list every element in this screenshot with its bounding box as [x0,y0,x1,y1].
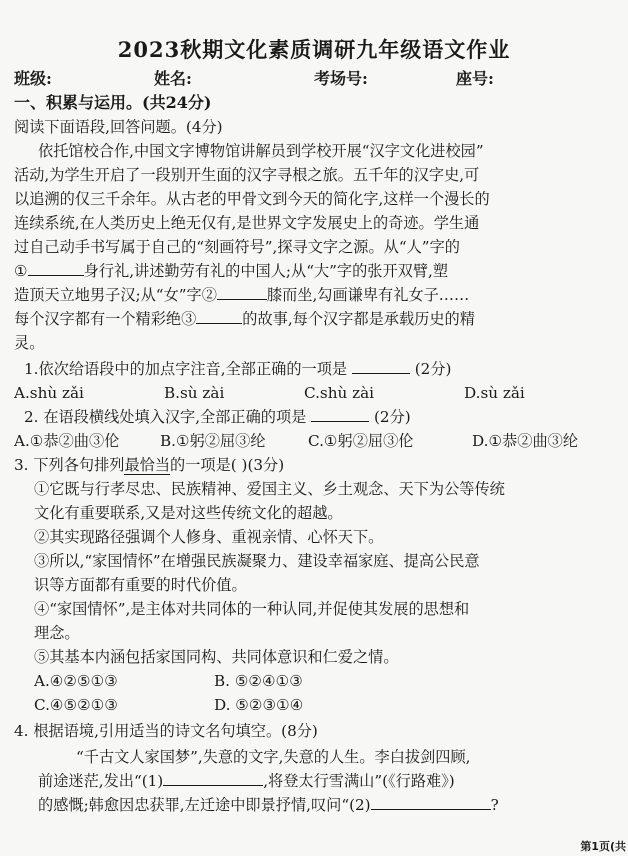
option-a[interactable]: A.shù zǎi [14,384,84,402]
passage-text: 的故事,每个汉字都是承载历史的精 [242,310,475,328]
option-b[interactable]: B. ⑤②④①③ [214,672,303,690]
option-d[interactable]: D.sù zǎi [464,384,525,402]
question-text: 1.依次给语段中的加点字注音,全部正确的一项是 [24,360,348,378]
sentence-4: ④“家国情怀”,是主体对共同体的一种认同,并促使其发展的思想和 [34,600,470,618]
question-4-text [38,770,620,792]
question-text: ? [490,796,499,814]
question-text: ,将登太行雪满山”(《行路难》) [263,772,455,790]
option-d[interactable]: D.①恭②曲③纶 [472,432,579,450]
option-a[interactable]: A.④②⑤①③ [34,672,118,690]
option-c[interactable]: C.①躬②屈③伦 [308,432,414,450]
passage-line: 以追溯的仅三千余年。从古老的甲骨文到今天的简化字,这样一个漫长的 [14,190,490,208]
question-1-options [14,382,620,404]
passage-text: 造顶天立地男子汉;从“女”字② [14,286,217,304]
passage-line: 连续系统,在人类历史上绝无仅有,是世界文字发展史上的奇迹。学生通 [14,214,480,232]
sentence-1-cont: 文化有重要联系,又是对这些传统文化的超越。 [34,504,343,522]
exam-room-label: 考场号: [314,69,368,88]
question-4-text: “千古文人家国梦”,失意的文字,失意的人生。李白拔剑四顾, [76,748,471,766]
fill-blank-1[interactable] [28,261,84,276]
question-text: 的一项是( )(3分) [170,456,285,474]
passage-text: 膝而坐,勾画谦卑有礼女子…… [266,286,470,304]
passage-line: 灵。 [14,334,45,352]
passage-line [14,260,620,282]
poem-blank-2[interactable] [371,795,491,810]
question-4-stem: 4. 根据语境,引用适当的诗文名句填空。(8分) [14,722,318,740]
question-2-options [14,430,620,452]
page-number: 第1页(共 [580,840,626,853]
sentence-3-cont: 识等方面都有重要的时代价值。 [34,576,247,594]
section-heading: 一、积累与运用。(共24分) [14,93,212,112]
passage-line: 过自己动手书写属于自己的“刻画符号”,探寻文字之源。从“人”字的 [14,238,460,256]
sentence-4-cont: 理念。 [34,624,80,642]
option-b[interactable]: B.①躬②屈③纶 [160,432,266,450]
option-c[interactable]: C.④⑤②①③ [34,696,118,714]
sentence-1: ①它既与行孝尽忠、民族精神、爱国主义、乡土观念、天下为公等传统 [34,480,505,498]
question-text: 3. 下列各句排列 [14,456,125,474]
question-3-options-row1 [34,670,620,692]
question-text: 的感慨;韩愈因忠获罪,左迁途中即景抒情,叹问“(2) [38,796,371,814]
passage-text: 每个汉字都有一个精彩绝③ [14,310,197,328]
name-label: 姓名: [154,69,192,88]
underlined-keyword: 最恰当 [124,456,171,474]
question-1-stem [24,358,620,380]
passage-text: 身行礼,讲述勤劳有礼的中国人;从“大”字的张开双臂,塑 [83,262,449,280]
points-label: (2分) [374,408,411,426]
student-info-row [14,66,618,90]
sentence-3: ③所以,“家国情怀”在增强民族凝聚力、建设幸福家庭、提高公民意 [34,552,480,570]
answer-blank-q2[interactable] [311,407,369,422]
blank-marker: ① [14,262,28,280]
sentence-5: ⑤其基本内涵包括家国同构、共同体意识和仁爱之情。 [34,648,399,666]
sentence-2: ②其实现路径强调个人修身、重视亲情、心怀天下。 [34,528,384,546]
fill-blank-3[interactable] [196,309,242,324]
question-3-stem [14,454,620,476]
passage-line: 活动,为学生开启了一段别开生面的汉字寻根之旅。五千年的汉字史,可 [14,166,480,184]
answer-blank-q1[interactable] [352,359,410,374]
option-c[interactable]: C.shù zài [304,384,375,402]
question-text: 2. 在语段横线处填入汉字,全部正确的项是 [24,408,307,426]
seat-label: 座号: [456,69,494,88]
question-2-stem [24,406,620,428]
option-a[interactable]: A.①恭②曲③伦 [14,432,120,450]
reading-instruction: 阅读下面语段,回答问题。(4分) [14,118,223,136]
passage-line [14,284,620,306]
option-b[interactable]: B.sù zài [164,384,225,402]
poem-blank-1[interactable] [163,771,263,786]
class-label: 班级: [14,69,52,88]
page-title: 2023秋期文化素质调研九年级语文作业 [117,37,511,62]
points-label: (2分) [414,360,452,378]
passage-line [14,308,620,330]
option-d[interactable]: D. ⑤②③①④ [214,696,304,714]
passage-line: 依托馆校合作,中国文字博物馆讲解员到学校开展“汉字文化进校园” [38,142,484,160]
question-text: 前途迷茫,发出“(1) [38,772,164,790]
question-4-text [38,794,620,816]
fill-blank-2[interactable] [217,285,267,300]
question-3-options-row2 [34,694,620,716]
